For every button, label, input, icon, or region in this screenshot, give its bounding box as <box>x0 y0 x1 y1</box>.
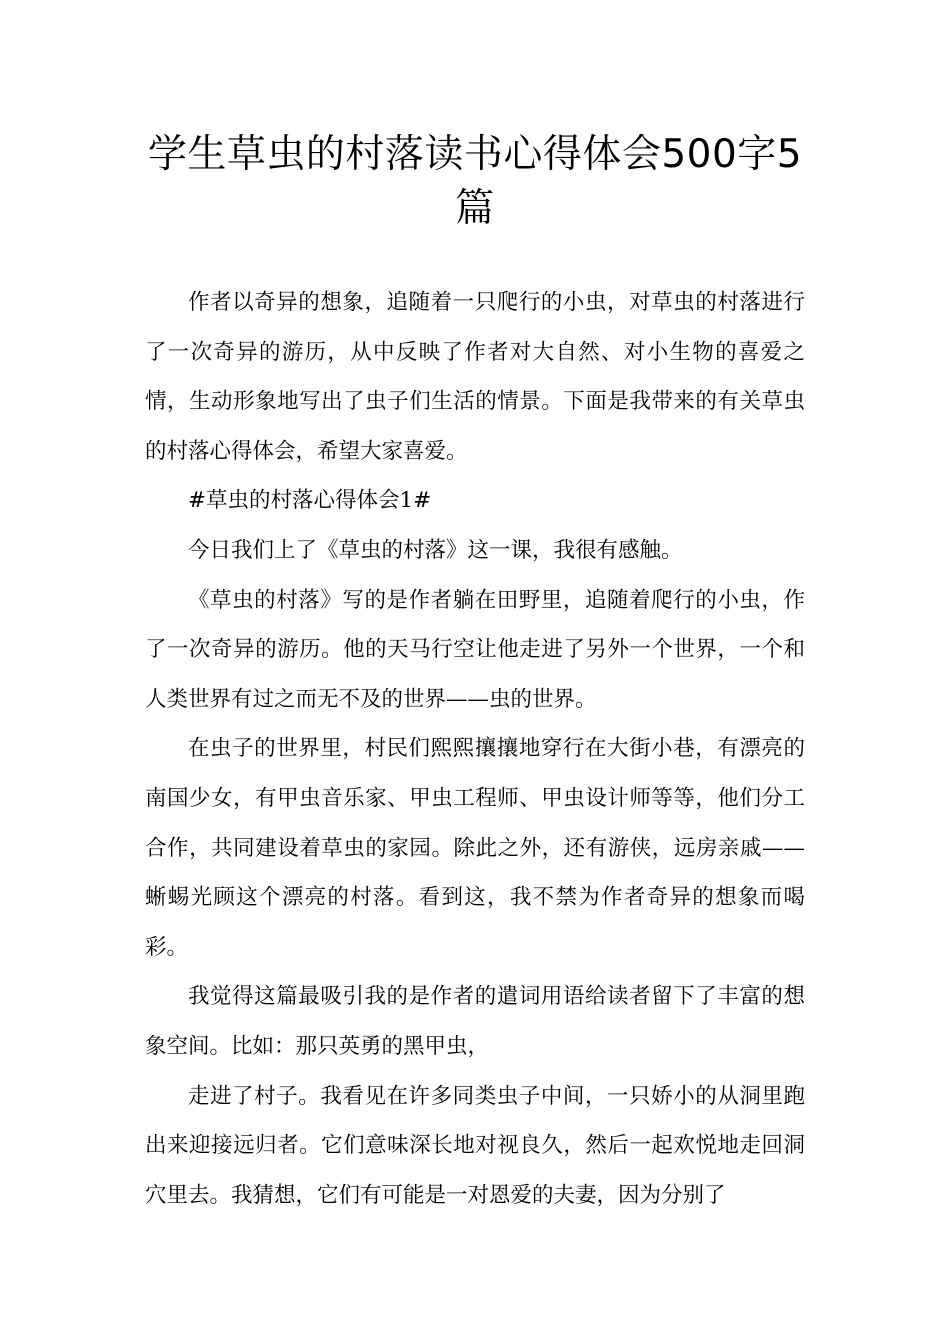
paragraph: 走进了村子。我看见在许多同类虫子中间，一只娇小的从洞里跑出来迎接远归者。它们意味深长地对视良久，然后一起欢悦地走回洞穴里去。我猜想，它们有可能是一对恩爱的夫妻，因为分别了 <box>145 1083 805 1208</box>
paragraph: 在虫子的世界里，村民们熙熙攘攘地穿行在大街小巷，有漂亮的南国少女，有甲虫音乐家、甲虫工程师、甲虫设计师等等，他们分工合作，共同建设着草虫的家园。除此之外，还有游侠，远房亲戚——蜥蜴光顾这个漂亮的村落。看到这，我不禁为作者奇异的想象而喝彩。 <box>145 736 805 960</box>
section-heading: #草虫的村落心得体会1# <box>188 488 432 514</box>
paragraph: 今日我们上了《草虫的村落》这一课，我很有感触。 <box>188 537 683 563</box>
title-line-2: 篇 <box>455 186 495 231</box>
paragraph-intro: 作者以奇异的想象，追随着一只爬行的小虫，对草虫的村落进行了一次奇异的游历，从中反映了作者对大自然、对小生物的喜爱之情，生动形象地写出了虫子们生活的情景。下面是我带来的有关草虫的村落心得体会，希望大家喜爱。 <box>145 290 805 464</box>
paragraph: 我觉得这篇最吸引我的是作者的遣词用语给读者留下了丰富的想象空间。比如：那只英勇的黑甲虫， <box>145 984 805 1059</box>
title-line-1: 学生草虫的村落读书心得体会500字5 <box>147 132 803 177</box>
document-title <box>145 128 805 236</box>
document-body <box>145 278 805 1220</box>
paragraph: 《草虫的村落》写的是作者躺在田野里，追随着爬行的小虫，作了一次奇异的游历。他的天马行空让他走进了另外一个世界，一个和人类世界有过之而无不及的世界——虫的世界。 <box>145 587 805 712</box>
